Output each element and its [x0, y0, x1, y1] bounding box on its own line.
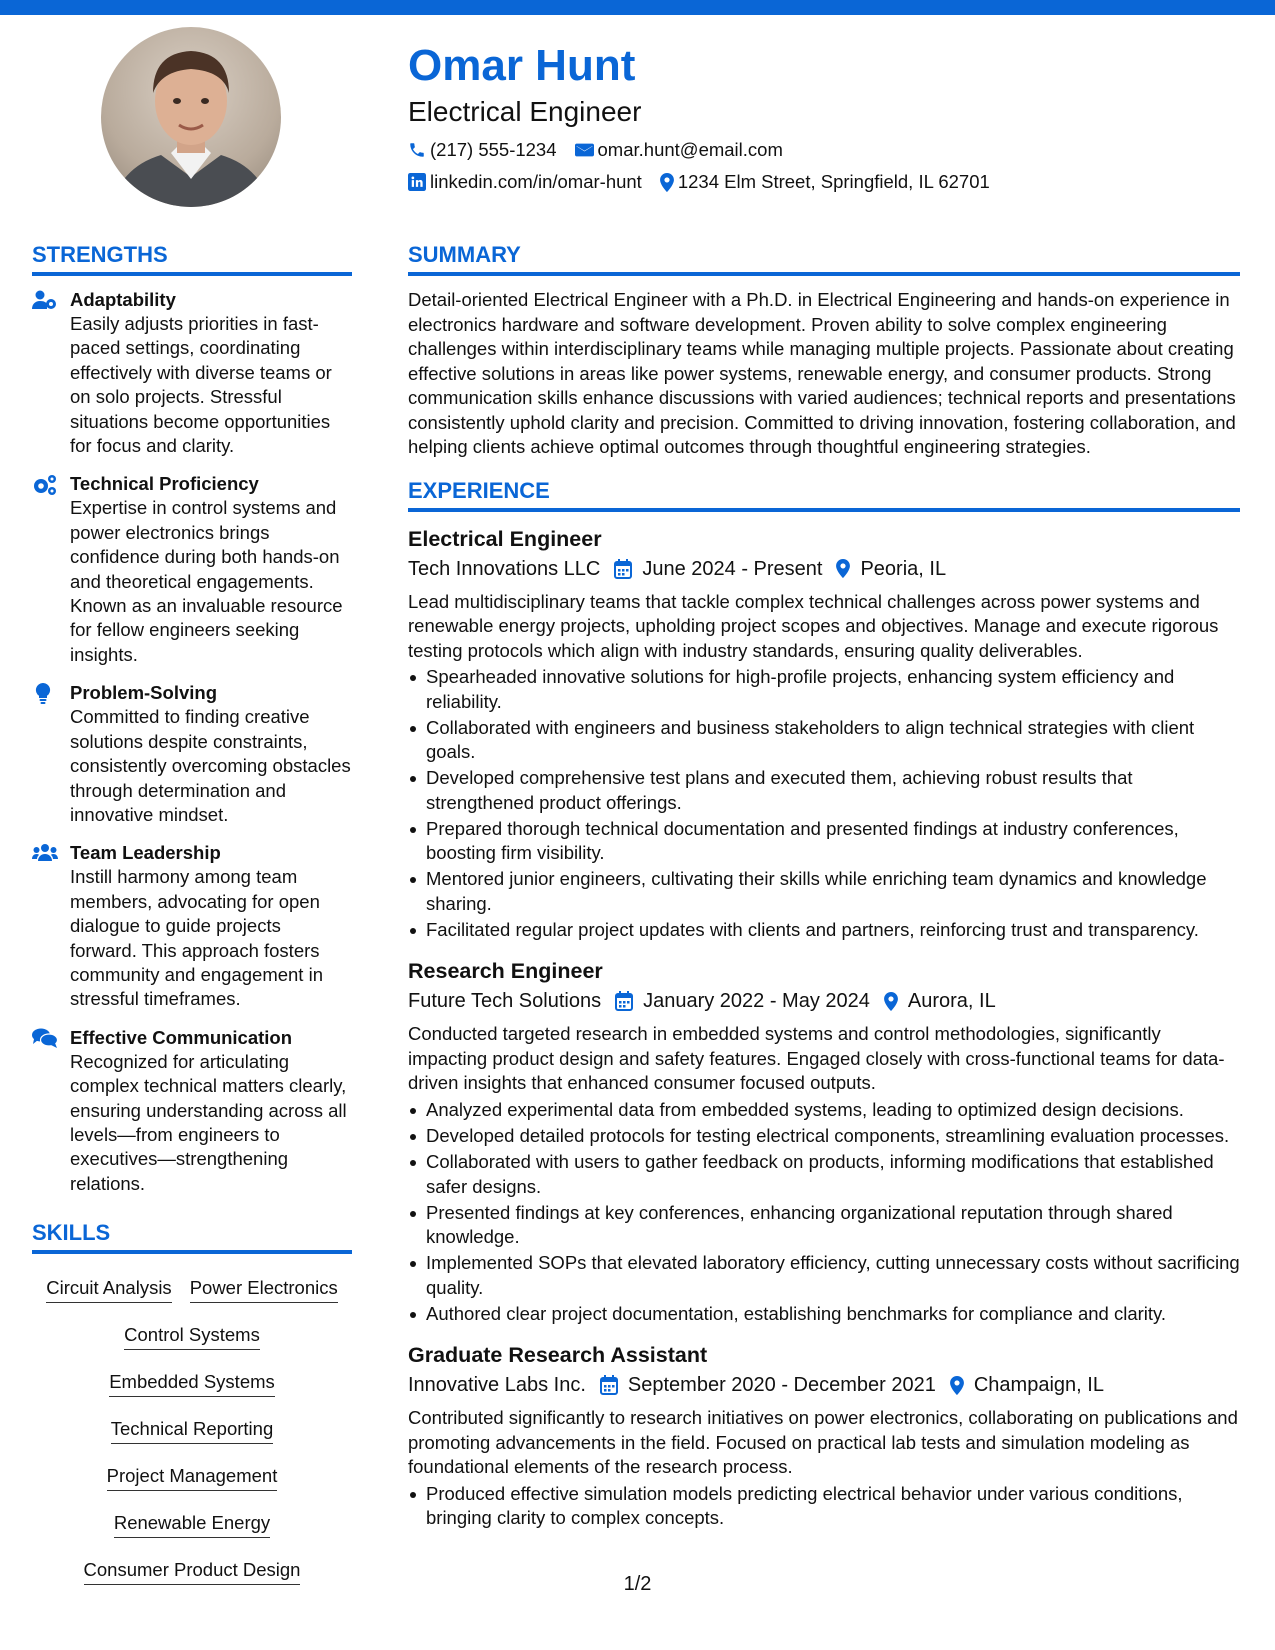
list-item: Authored clear project documentation, establishing benchmarks for compliance and clarity.: [408, 1302, 1240, 1327]
linkedin-contact[interactable]: [408, 170, 642, 194]
skill-tag: Technical Reporting: [111, 1413, 273, 1444]
job-description: Conducted targeted research in embedded systems and control methodologies, significantly impacting product design and safety features. Engaged closely with cross-functional teams for data-driven insights that enhanced consumer focused outputs.: [408, 1023, 1225, 1094]
list-item: Produced effective simulation models predicting electrical behavior under various conditions, bringing clarity to complex concepts.: [408, 1482, 1240, 1531]
strength-desc: Expertise in control systems and power electronics brings confidence during both hands-on and theoretical engagements. Known as an invaluable resource for fellow engineers seeking insights.: [70, 497, 343, 665]
top-accent-bar: [0, 0, 1275, 15]
job-description: Contributed significantly to research initiatives on power electronics, collaborating on publications and promoting advancements in the field. Focused on practical lab tests and simulation modeling as foundational elements of the research process.: [408, 1407, 1238, 1478]
skill-tag: Power Electronics: [190, 1272, 338, 1303]
calendar-icon: [615, 991, 633, 1011]
job-dates: [615, 986, 870, 1016]
linkedin-text: linkedin.com/in/omar-hunt: [430, 171, 642, 192]
job-description: Lead multidisciplinary teams that tackle complex technical challenges across power systems and renewable energy projects, upholding project scopes and objectives. Manage and execute rigorous testing protocols which align with industry standards, ensuring quality deliverables.: [408, 590, 1219, 661]
list-item: Implemented SOPs that elevated laboratory efficiency, cutting unnecessary costs without sacrificing quality.: [408, 1251, 1240, 1300]
job-title: Research Engineer: [408, 959, 603, 984]
job-company: Tech Innovations LLC: [408, 557, 601, 580]
job-location-text: Champaign, IL: [973, 1374, 1104, 1397]
job-meta: [408, 986, 1240, 1016]
strengths-heading: STRENGTHS: [32, 240, 352, 276]
skill-tag: Consumer Product Design: [84, 1554, 301, 1585]
list-item: Spearheaded innovative solutions for high-profile projects, enhancing system efficiency and reliability.: [408, 665, 1240, 714]
envelope-icon: [575, 142, 594, 158]
list-item: Collaborated with users to gather feedback on products, informing modifications that established safer designs.: [408, 1150, 1240, 1199]
user-gear-icon: [32, 290, 58, 310]
strength-desc: Recognized for articulating complex technical matters clearly, ensuring understanding across all levels—from engineers to executives—strengthening relations.: [70, 1050, 347, 1194]
job-dates: [600, 1370, 936, 1400]
strength-title: Problem-Solving: [70, 682, 217, 704]
left-column: [32, 240, 352, 1595]
job-dates-text: June 2024 - Present: [642, 557, 823, 580]
experience-heading: EXPERIENCE: [408, 476, 1240, 512]
job-location-text: Peoria, IL: [860, 557, 947, 580]
strength-title: Technical Proficiency: [70, 473, 259, 495]
skill-tag: Renewable Energy: [114, 1507, 270, 1538]
job-company: Innovative Labs Inc.: [408, 1374, 586, 1397]
job-bullets: [408, 1482, 1240, 1531]
email-contact[interactable]: [575, 138, 783, 162]
job-location: [836, 554, 946, 584]
list-item: Presented findings at key conferences, enhancing organizational reputation through shared knowledge.: [408, 1201, 1240, 1250]
map-pin-icon: [884, 992, 898, 1011]
profile-photo: [101, 27, 281, 207]
job-location: [950, 1370, 1104, 1400]
strength-desc: Committed to finding creative solutions despite constraints, consistently overcoming obstacles through determination and innovative mindset.: [70, 706, 351, 825]
strength-problem-solving: [32, 681, 352, 827]
list-item: Mentored junior engineers, cultivating their skills while enriching team dynamics and knowledge sharing.: [408, 867, 1240, 916]
phone-icon: [408, 141, 426, 159]
strength-desc: Instill harmony among team members, advocating for open dialogue to guide projects forward. This approach fosters community and engagement in stressful timeframes.: [70, 866, 323, 1010]
map-pin-icon: [660, 173, 674, 192]
skills-list: [32, 1266, 352, 1595]
job-entry: [408, 524, 1240, 943]
strength-title: Adaptability: [70, 289, 176, 310]
candidate-title: Electrical Engineer: [408, 96, 642, 127]
calendar-icon: [614, 559, 632, 579]
skill-tag: Circuit Analysis: [46, 1272, 171, 1303]
strength-team-leadership: [32, 841, 352, 1011]
list-item: Facilitated regular project updates with clients and partners, reinforcing trust and transparency.: [408, 918, 1240, 943]
map-pin-icon: [950, 1376, 964, 1395]
list-item: Developed comprehensive test plans and executed them, achieving robust results that strengthened product offerings.: [408, 766, 1240, 815]
list-item: Analyzed experimental data from embedded systems, leading to optimized design decisions.: [408, 1098, 1240, 1123]
comments-icon: [32, 1028, 58, 1048]
strength-adaptability: [32, 288, 352, 458]
page-number: 1/2: [623, 1573, 652, 1595]
job-location-text: Aurora, IL: [907, 990, 996, 1013]
contact-row-1: [408, 138, 1238, 162]
strength-title: Effective Communication: [70, 1026, 293, 1048]
skill-tag: Control Systems: [124, 1319, 260, 1350]
job-dates-text: September 2020 - December 2021: [627, 1374, 936, 1397]
resume-header: [408, 40, 1238, 194]
address-contact: [660, 170, 990, 194]
strength-title: Team Leadership: [70, 842, 221, 864]
phone-text: (217) 555-1234: [430, 139, 557, 160]
list-item: Prepared thorough technical documentation and presented findings at industry conferences, boosting firm visibility.: [408, 817, 1240, 866]
phone-contact[interactable]: [408, 138, 557, 162]
list-item: Collaborated with engineers and business stakeholders to align technical strategies with client goals.: [408, 716, 1240, 765]
summary-text: Detail-oriented Electrical Engineer with a Ph.D. in Electrical Engineering and hands-on experience in electronics hardware and software development. Proven ability to solve complex engineering challenges within interdisciplinary teams while managing multiple projects. Passionate about creating effective solutions in areas like power systems, renewable energy, and consumer products. Strong communication skills enhance discussions with varied audiences; technical reports and presentations consistently uphold clarity and precision. Committed to driving innovation, fostering collaboration, and helping clients achieve optimal outcomes through thoughtful engineering strategies.: [408, 289, 1236, 457]
job-bullets: [408, 665, 1240, 942]
job-title: Graduate Research Assistant: [408, 1343, 708, 1368]
address-text: 1234 Elm Street, Springfield, IL 62701: [677, 171, 990, 192]
candidate-name: Omar Hunt: [408, 41, 636, 90]
linkedin-icon: [408, 173, 426, 191]
lightbulb-icon: [32, 683, 58, 705]
gears-icon: [32, 474, 58, 496]
job-location: [884, 986, 996, 1016]
job-company: Future Tech Solutions: [408, 990, 602, 1013]
right-column: [408, 240, 1240, 1545]
calendar-icon: [600, 1375, 618, 1395]
person-portrait-icon: [101, 27, 281, 207]
map-pin-icon: [836, 559, 850, 578]
skill-tag: Project Management: [107, 1460, 278, 1491]
job-dates-text: January 2022 - May 2024: [643, 990, 870, 1013]
skills-heading: SKILLS: [32, 1218, 352, 1254]
job-bullets: [408, 1098, 1240, 1326]
strength-effective-communication: [32, 1026, 352, 1196]
job-title: Electrical Engineer: [408, 526, 602, 551]
job-meta: [408, 1370, 1240, 1400]
job-dates: [614, 554, 822, 584]
skill-tag: Embedded Systems: [109, 1366, 275, 1397]
email-text: omar.hunt@email.com: [597, 139, 783, 160]
contact-row-2: [408, 170, 1238, 194]
job-entry: [408, 956, 1240, 1326]
job-entry: [408, 1340, 1240, 1531]
strength-technical-proficiency: [32, 472, 352, 667]
strength-desc: Easily adjusts priorities in fast-paced settings, coordinating effectively with diverse teams or on solo projects. Stressful situations become opportunities for focus and clarity.: [70, 313, 332, 457]
users-icon: [32, 843, 58, 863]
list-item: Developed detailed protocols for testing electrical components, streamlining evaluation processes.: [408, 1124, 1240, 1149]
summary-heading: SUMMARY: [408, 240, 1240, 276]
job-meta: [408, 554, 1240, 584]
